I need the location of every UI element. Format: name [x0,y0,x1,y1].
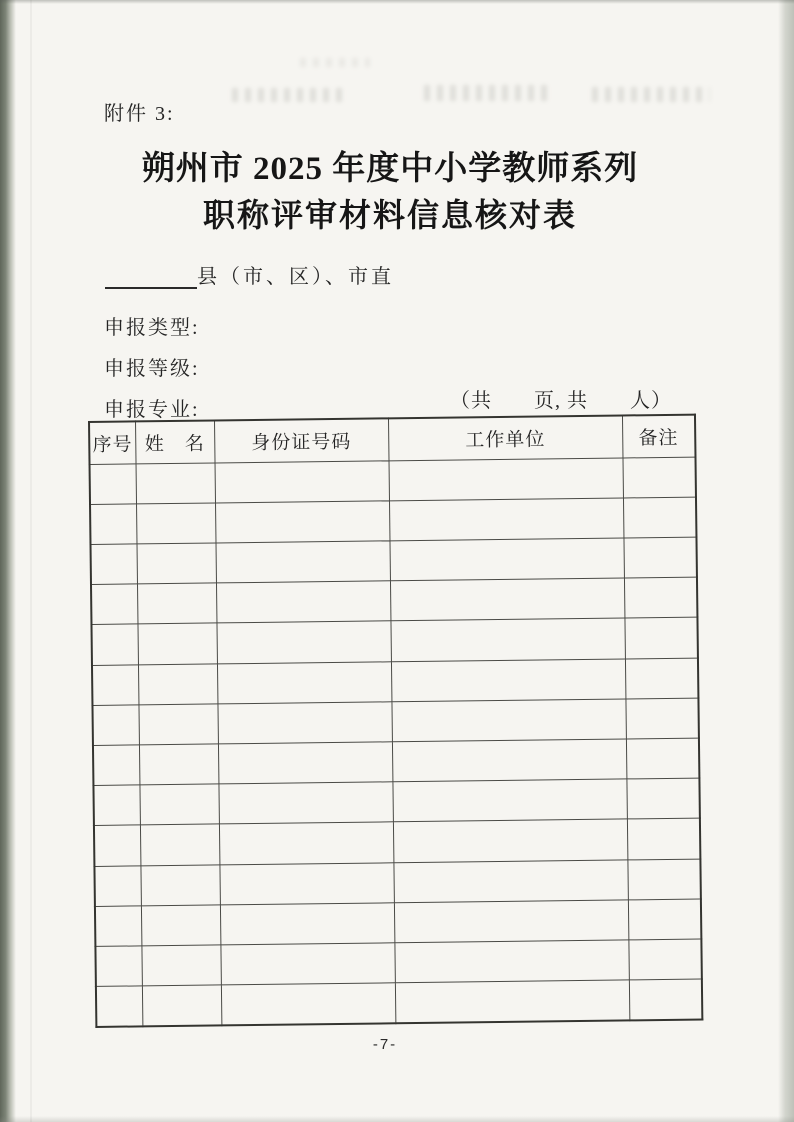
document-title-line1: 朔州市 2025 年度中小学教师系列 [141,151,639,187]
bleedthrough-mark [232,88,344,102]
bleedthrough-mark [424,85,552,101]
empty-cell [394,940,628,983]
empty-cell [137,543,216,584]
region-fill-in-line [105,260,394,289]
empty-cell [142,985,221,1026]
empty-cell [136,462,215,503]
table-row [96,979,702,1027]
empty-cell [221,983,395,1025]
field-label-application-specialty: 申报专业: [104,399,200,421]
empty-cell [216,621,390,663]
empty-cell [94,865,140,906]
empty-cell [626,738,699,779]
empty-cell [629,979,702,1020]
empty-cell [141,945,220,986]
empty-cell [96,986,142,1027]
empty-cell [389,498,623,541]
empty-cell [95,946,141,987]
empty-cell [391,699,625,742]
empty-cell [139,744,218,785]
column-header-4: 备注 [622,415,696,458]
roster-table-header [89,415,695,464]
empty-cell [140,864,219,905]
empty-cell [627,818,700,859]
region-suffix-label: 县（市、区）、市直 [197,266,394,288]
column-header-0: 序号 [89,421,136,464]
empty-cell [628,899,701,940]
empty-cell [391,658,625,701]
document-title-line2: 职称评审材料信息核对表 [202,197,577,233]
empty-cell [389,457,623,500]
empty-cell [93,785,139,826]
empty-cell [137,623,216,664]
empty-cell [138,704,217,745]
empty-cell [390,578,624,621]
attachment-label: 附件 3: [104,103,175,125]
empty-cell [395,980,629,1023]
empty-cell [137,583,216,624]
empty-cell [392,739,626,782]
roster-table-body [90,457,703,1027]
empty-cell [626,778,699,819]
empty-cell [390,618,624,661]
empty-cell [140,824,219,865]
empty-cell [218,742,392,784]
bleedthrough-mark [592,87,710,102]
empty-cell [92,705,138,746]
empty-cell [623,497,696,538]
empty-cell [393,859,627,902]
empty-cell [218,782,392,824]
empty-cell [136,503,215,544]
empty-cell [217,702,391,744]
empty-cell [141,905,220,946]
field-label-application-type: 申报类型: [104,317,200,339]
empty-cell [90,463,136,504]
empty-cell [625,698,698,739]
empty-cell [91,584,137,625]
empty-cell [220,943,394,985]
empty-cell [95,906,141,947]
empty-cell [624,577,697,618]
scan-edge-bottom [0,1116,794,1122]
empty-cell [94,825,140,866]
empty-cell [216,581,390,623]
empty-cell [624,617,697,658]
empty-cell [389,538,623,581]
empty-cell [627,859,700,900]
empty-cell [92,664,138,705]
empty-cell [90,504,136,545]
empty-cell [93,745,139,786]
empty-cell [220,903,394,945]
empty-cell [622,457,695,498]
empty-cell [219,862,393,904]
empty-cell [219,822,393,864]
empty-cell [91,544,137,585]
empty-cell [393,819,627,862]
blank-underline [105,265,197,289]
empty-cell [215,460,389,502]
scan-edge-top [0,0,794,4]
field-label-application-grade: 申报等级: [104,358,200,380]
page-number: -7- [372,1036,398,1053]
empty-cell [139,784,218,825]
bleedthrough-mark [300,58,370,67]
column-header-2: 身份证号码 [214,418,389,462]
empty-cell [623,537,696,578]
column-header-1: 姓 名 [135,420,215,463]
page-person-count-note: （共 页, 共 人） [450,390,672,412]
column-header-3: 工作单位 [388,415,622,460]
empty-cell [138,663,217,704]
empty-cell [628,939,701,980]
empty-cell [625,658,698,699]
empty-cell [392,779,626,822]
empty-cell [215,541,389,583]
empty-cell [91,624,137,665]
scan-edge-right [778,0,794,1122]
empty-cell [394,900,628,943]
roster-table [88,414,703,1028]
empty-cell [215,501,389,543]
empty-cell [217,661,391,703]
